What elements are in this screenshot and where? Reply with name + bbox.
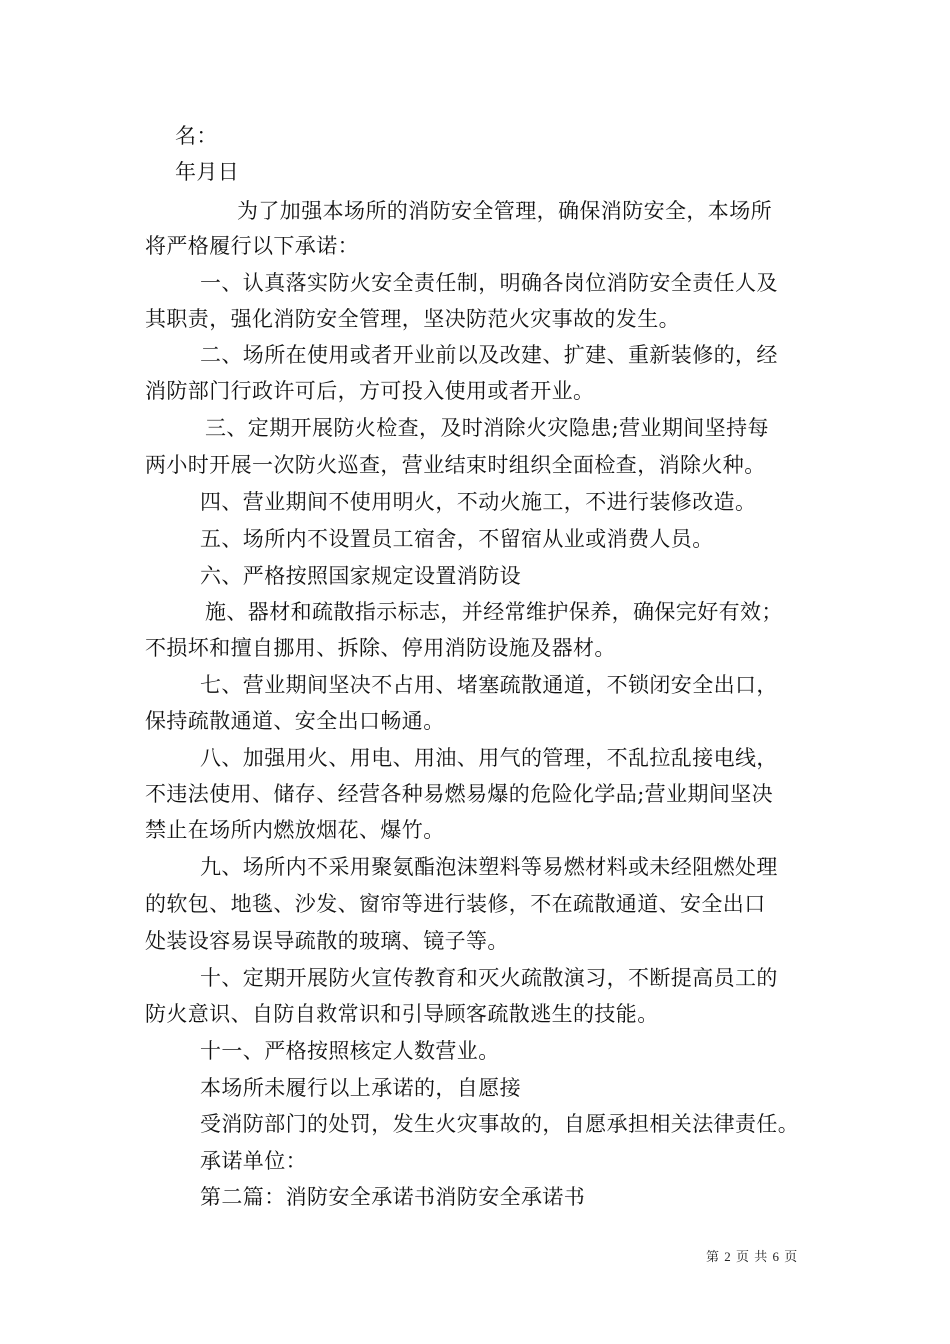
text-line: 年月日 [175,160,240,184]
text-line: 处装设容易误导疏散的玻璃、镜子等。 [145,929,509,953]
text-line: 二、场所在使用或者开业前以及改建、扩建、重新装修的，经 [200,343,778,367]
text-line: 禁止在场所内燃放烟花、爆竹。 [145,818,445,842]
text-line: 一、认真落实防火安全责任制，明确各岗位消防安全责任人及 [200,271,778,295]
text-line: 两小时开展一次防火巡查，营业结束时组织全面检查，消除火种。 [145,453,766,477]
text-line: 十、定期开展防火宣传教育和灭火疏散演习，不断提高员工的 [200,966,778,990]
text-line: 名： [175,124,218,148]
text-line: 六、严格按照国家规定设置消防设 [200,564,521,588]
text-line: 的软包、地毯、沙发、窗帘等进行装修，不在疏散通道、安全出口 [145,892,766,916]
text-line: 不损坏和擅自挪用、拆除、停用消防设施及器材。 [145,636,616,660]
text-line: 施、器材和疏散指示标志，并经常维护保养，确保完好有效； [205,600,783,624]
section-heading: 第二篇：消防安全承诺书消防安全承诺书 [200,1185,586,1209]
text-line: 其职责，强化消防安全管理，坚决防范火灾事故的发生。 [145,307,680,331]
text-line: 十一、严格按照核定人数营业。 [200,1039,500,1063]
page-number: 第 2 页 共 6 页 [706,1249,799,1264]
text-line: 三、定期开展防火检查，及时消除火灾隐患;营业期间坚持每 [205,416,769,440]
text-line: 五、场所内不设置员工宿舍，不留宿从业或消费人员。 [200,527,714,551]
text-line: 本场所未履行以上承诺的，自愿接 [200,1076,521,1100]
text-line: 八、加强用火、用电、用油、用气的管理，不乱拉乱接电线， [200,746,778,770]
text-line: 四、营业期间不使用明火，不动火施工，不进行装修改造。 [200,490,757,514]
text-line: 不违法使用、储存、经营各种易燃易爆的危险化学品;营业期间坚决 [145,782,774,806]
text-line: 为了加强本场所的消防安全管理，确保消防安全，本场所 [237,199,772,223]
text-line: 七、营业期间坚决不占用、堵塞疏散通道，不锁闭安全出口， [200,673,778,697]
text-line: 承诺单位： [200,1149,307,1173]
text-line: 消防部门行政许可后，方可投入使用或者开业。 [145,379,595,403]
text-line: 九、场所内不采用聚氨酯泡沫塑料等易燃材料或未经阻燃处理 [200,855,778,879]
text-line: 将严格履行以下承诺： [145,234,359,258]
text-line: 防火意识、自防自救常识和引导顾客疏散逃生的技能。 [145,1002,659,1026]
text-line: 保持疏散通道、安全出口畅通。 [145,709,445,733]
text-line: 受消防部门的处罚，发生火灾事故的，自愿承担相关法律责任。 [200,1112,800,1136]
